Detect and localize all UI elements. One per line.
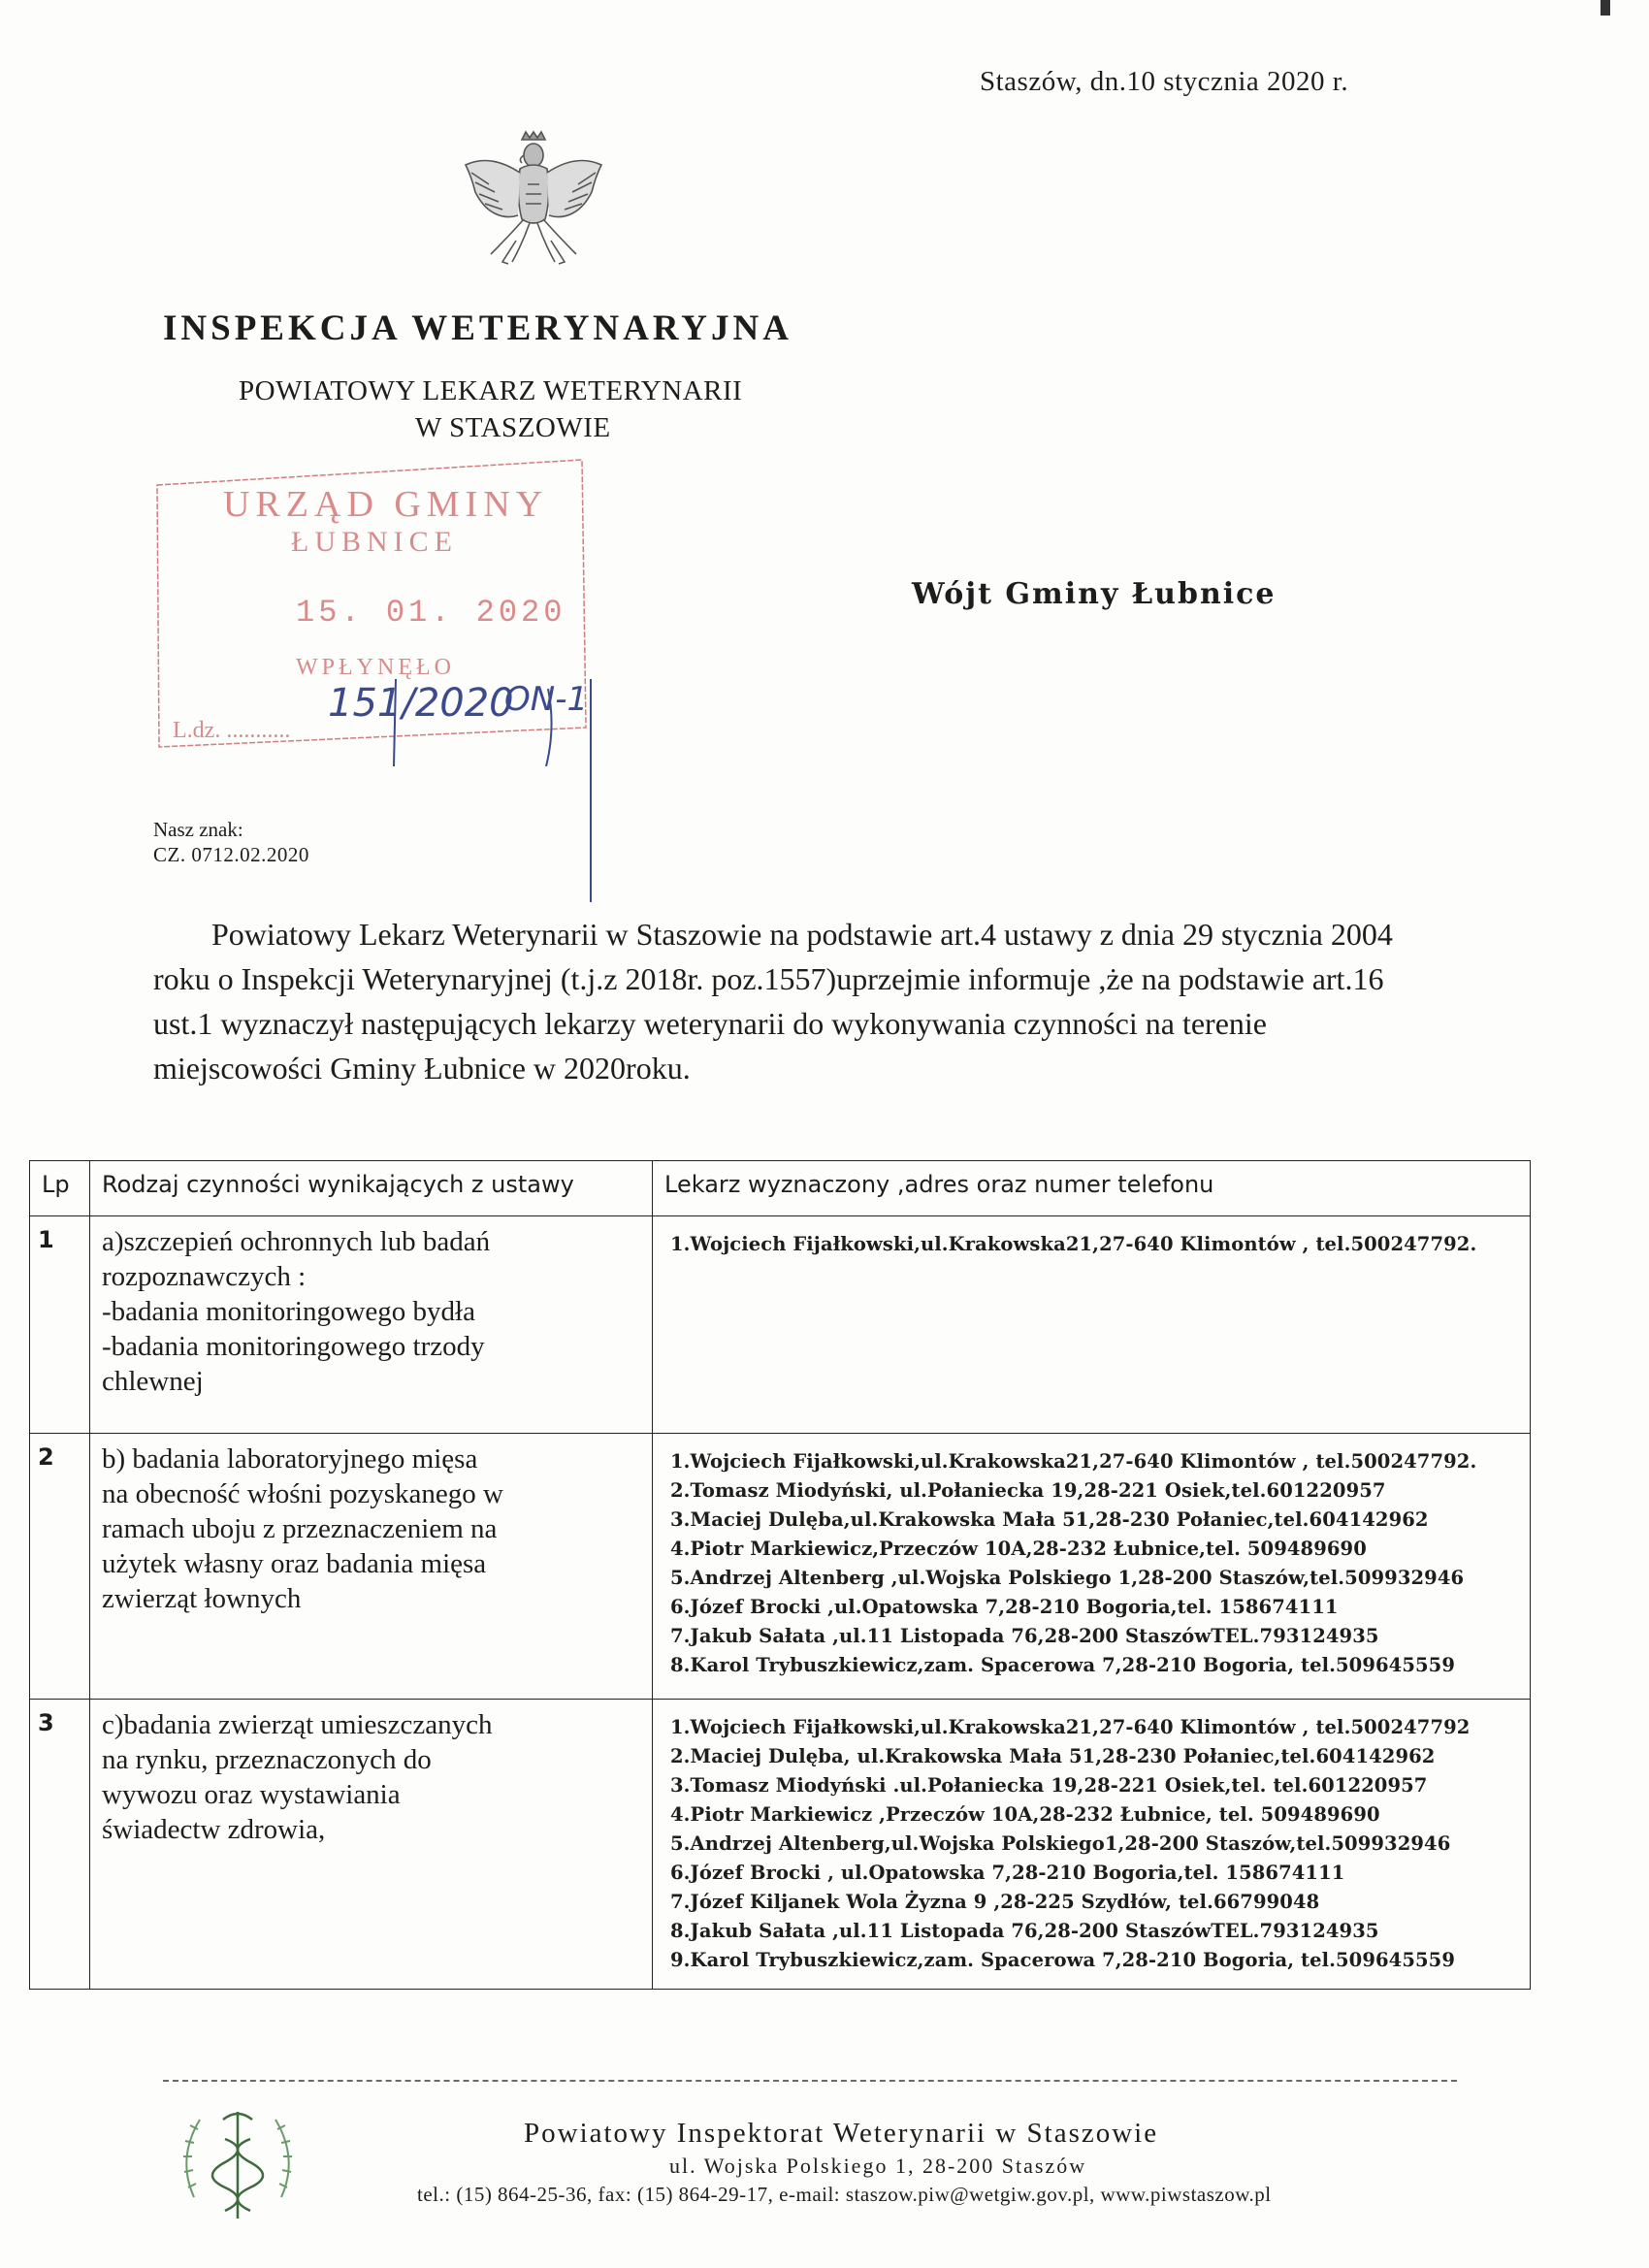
intro-paragraph: Powiatowy Lekarz Weterynarii w Staszowie na podstawie art.4 ustawy z dnia 29 stycznia 2004 roku o Inspekcji Weterynaryjnej (t.j.z 2018r. poz.1557)uprzejmie informuje ,że na podstawie art.16 ust.1 wyznaczył następujących lekarzy weterynarii do wykonywania czynności na terenie miejscowości Gminy Łubnice w 2020roku.: [153, 917, 1393, 1085]
doctor-entry: 3.Tomasz Miodyński .ul.Połaniecka 19,28-221 Osiek,tel. tel.601220957: [670, 1774, 1428, 1797]
doctor-entry: 2.Maciej Dulęba, ul.Krakowska Mała 51,28-230 Połaniec,tel.604142962: [670, 1745, 1436, 1767]
doctor-entry: 7.Jakub Sałata ,ul.11 Listopada 76,28-200 StaszówTEL.793124935: [670, 1625, 1379, 1647]
institution-title: INSPEKCJA WETERYNARYJNA: [163, 308, 792, 348]
svg-text:WPŁYNĘŁO: WPŁYNĘŁO: [296, 655, 455, 680]
svg-text:ON-1: ON-1: [504, 680, 589, 719]
doctors-cell: [653, 1216, 1531, 1434]
doctor-entry: 6.Józef Brocki ,ul.Opatowska 7,28-210 Bogoria,tel. 158674111: [670, 1596, 1339, 1618]
date-line: Staszów, dn.10 stycznia 2020 r.: [980, 66, 1349, 97]
activity-line: wywozu oraz wystawiania: [102, 1779, 401, 1810]
assignment-table: [29, 1160, 1531, 1990]
table-row: [30, 1216, 1531, 1434]
svg-text:ŁUBNICE: ŁUBNICE: [291, 526, 458, 558]
footer-divider: [163, 2080, 1457, 2082]
activity-line: chlewnej: [102, 1366, 204, 1397]
doctor-entry: 5.Andrzej Altenberg,ul.Wojska Polskiego1,28-200 Staszów,tel.509932946: [670, 1832, 1451, 1855]
footer-address: ul. Wojska Polskiego 1, 28-200 Staszów: [669, 2154, 1087, 2178]
recipient: Wójt Gminy Łubnice: [912, 577, 1277, 611]
doctor-entry: 2.Tomasz Miodyński, ul.Połaniecka 19,28-221 Osiek,tel.601220957: [670, 1479, 1386, 1502]
table-row: [30, 1434, 1531, 1700]
doctor-entry: 8.Jakub Sałata ,ul.11 Listopada 76,28-200 StaszówTEL.793124935: [670, 1920, 1379, 1942]
doctor-entry: 1.Wojciech Fijałkowski,ul.Krakowska21,27-640 Klimontów , tel.500247792: [670, 1716, 1471, 1738]
activity-line: świadectw zdrowia,: [102, 1814, 326, 1845]
doctor-entry: 1.Wojciech Fijałkowski,ul.Krakowska21,27-640 Klimontów , tel.500247792.: [670, 1233, 1477, 1255]
reference-number: CZ. 0712.02.2020: [153, 843, 309, 866]
activity-line: -badania monitoringowego trzody: [102, 1331, 485, 1362]
activity-cell: [90, 1700, 653, 1990]
header-lp: Lp: [30, 1161, 90, 1216]
activity-cell: [90, 1216, 653, 1434]
doctor-entry: 1.Wojciech Fijałkowski,ul.Krakowska21,27-640 Klimontów , tel.500247792.: [670, 1450, 1477, 1473]
reference-label: Nasz znak:: [153, 818, 243, 841]
doctor-entry: 4.Piotr Markiewicz ,Przeczów 10A,28-232 Łubnice, tel. 509489690: [670, 1803, 1380, 1826]
row-number: 2: [30, 1434, 90, 1700]
activity-line: rozpoznawczych :: [102, 1261, 307, 1292]
svg-text:15. 01. 2020: 15. 01. 2020: [296, 595, 566, 631]
doctor-entry: 8.Karol Trybuszkiewicz,zam. Spacerowa 7,28-210 Bogoria, tel.509645559: [670, 1654, 1455, 1676]
row-number: 3: [30, 1700, 90, 1990]
doctor-entry: 4.Piotr Markiewicz,Przeczów 10A,28-232 Łubnice,tel. 509489690: [670, 1538, 1367, 1560]
doctors-cell: [653, 1434, 1531, 1700]
doctor-entry: 9.Karol Trybuszkiewicz,zam. Spacerowa 7,28-210 Bogoria, tel.509645559: [670, 1949, 1455, 1971]
veterinary-caduceus-logo-icon: [165, 2100, 310, 2226]
activity-line: a)szczepień ochronnych lub badań: [102, 1226, 491, 1257]
activity-line: zwierząt łownych: [102, 1583, 302, 1614]
header-doctor: Lekarz wyznaczony ,adres oraz numer telefonu: [653, 1161, 1531, 1216]
doctor-entry: 5.Andrzej Altenberg ,ul.Wojska Polskiego 1,28-200 Staszów,tel.509932946: [670, 1567, 1465, 1589]
activity-line: b) badania laboratoryjnego mięsa: [102, 1443, 478, 1474]
registry-stamp: [155, 456, 601, 766]
activity-line: -badania monitoringowego bydła: [102, 1296, 475, 1327]
doctor-entry: 3.Maciej Dulęba,ul.Krakowska Mała 51,28-230 Połaniec,tel.604142962: [670, 1508, 1429, 1531]
footer-institution: Powiatowy Inspektorat Weterynarii w Staszowie: [524, 2118, 1159, 2149]
activity-line: na obecność włośni pozyskanego w: [102, 1478, 503, 1509]
institution-subtitle: POWIATOWY LEKARZ WETERYNARII: [239, 375, 743, 406]
table-header-row: [30, 1161, 1531, 1216]
table-row: [30, 1700, 1531, 1990]
handwritten-line: [590, 679, 592, 902]
row-number: 1: [30, 1216, 90, 1434]
scan-edge-mark: [1600, 0, 1610, 16]
svg-text:URZĄD GMINY: URZĄD GMINY: [223, 484, 549, 525]
activity-line: ramach uboju z przeznaczeniem na: [102, 1513, 498, 1544]
activity-line: na rynku, przeznaczonych do: [102, 1744, 432, 1775]
institution-location: W STASZOWIE: [415, 412, 611, 443]
footer-contact: tel.: (15) 864-25-36, fax: (15) 864-29-17, e-mail: staszow.piw@wetgiw.gov.pl, www.piwstaszow.pl: [417, 2183, 1272, 2206]
polish-eagle-emblem-icon: [456, 126, 611, 281]
svg-text:151/2020: 151/2020: [328, 681, 514, 726]
svg-text:L.dz. ...........: L.dz. ...........: [173, 718, 291, 743]
doctor-entry: 7.Józef Kiljanek Wola Żyzna 9 ,28-225 Szydłów, tel.66799048: [670, 1891, 1320, 1913]
doctors-cell: [653, 1700, 1531, 1990]
activity-line: c)badania zwierząt umieszczanych: [102, 1709, 493, 1740]
header-activity: Rodzaj czynności wynikających z ustawy: [90, 1161, 653, 1216]
activity-line: użytek własny oraz badania mięsa: [102, 1548, 487, 1579]
doctor-entry: 6.Józef Brocki , ul.Opatowska 7,28-210 Bogoria,tel. 158674111: [670, 1862, 1345, 1884]
activity-cell: [90, 1434, 653, 1700]
